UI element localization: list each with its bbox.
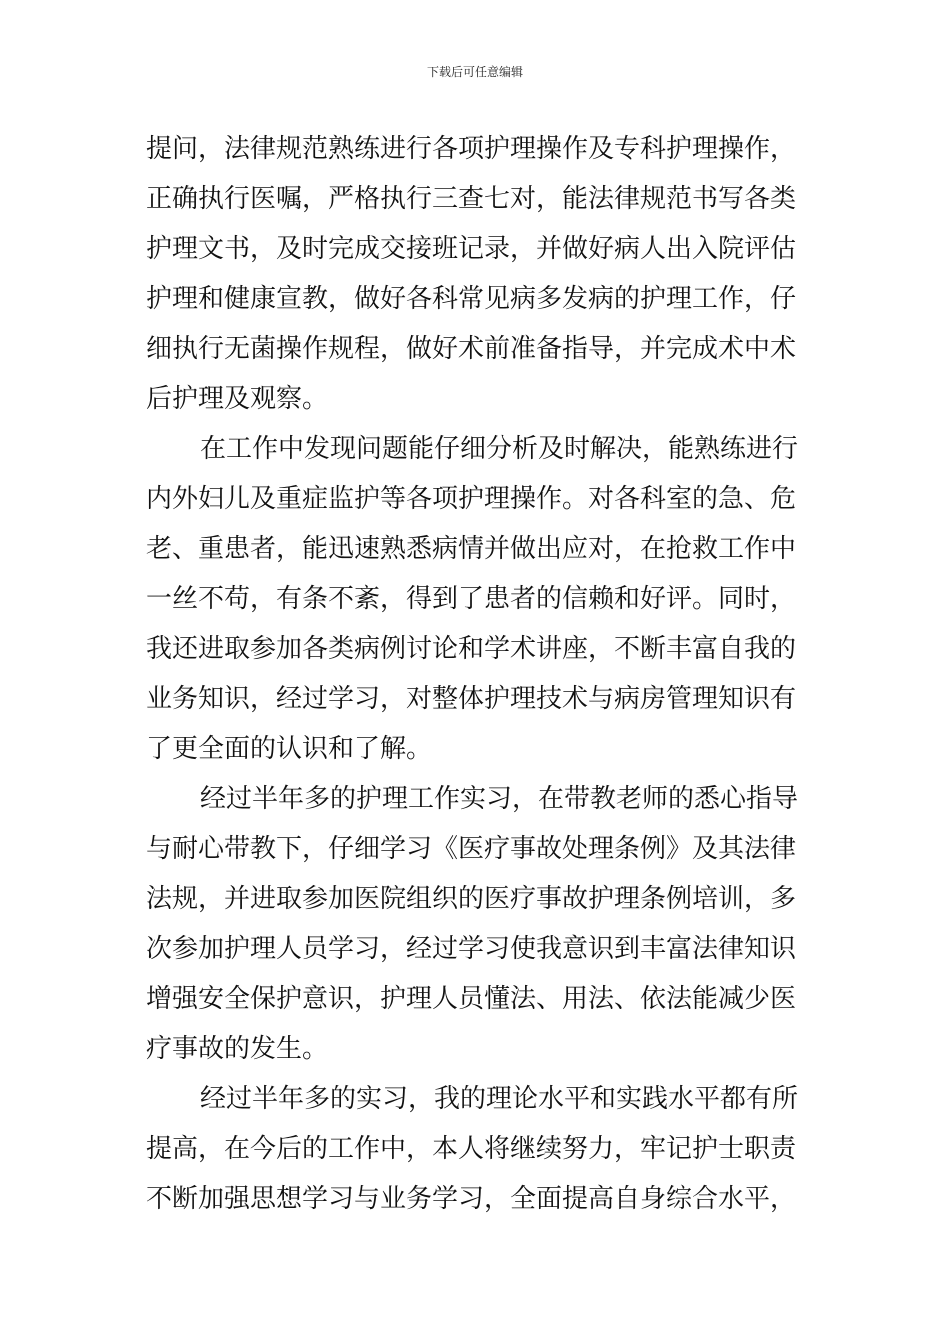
paragraph-3 <box>146 774 806 1074</box>
paragraph-2 <box>146 424 806 774</box>
text-line: 护理和健康宣教，做好各科常见病多发病的护理工作，仔 <box>146 284 797 314</box>
text-line-first: 经过半年多的实习，我的理论水平和实践水平都有所 <box>200 1084 799 1114</box>
text-line: 后护理及观察。 <box>146 384 329 414</box>
text-line: 业务知识，经过学习，对整体护理技术与病房管理知识有 <box>146 684 797 714</box>
text-line: 了更全面的认识和了解。 <box>146 734 433 764</box>
text-line: 正确执行医嘱，严格执行三查七对，能法律规范书写各类 <box>146 184 797 214</box>
text-line: 老、重患者，能迅速熟悉病情并做出应对，在抢救工作中 <box>146 534 797 564</box>
document-body <box>146 124 806 1224</box>
paragraph-4 <box>146 1074 806 1224</box>
text-line: 一丝不苟，有条不紊，得到了患者的信赖和好评。同时， <box>146 584 797 614</box>
text-line: 法规，并进取参加医院组织的医疗事故护理条例培训，多 <box>146 884 797 914</box>
page-header: 下载后可任意编辑 <box>426 65 523 79</box>
paragraph-1 <box>146 124 806 424</box>
text-line: 细执行无菌操作规程，做好术前准备指导，并完成术中术 <box>146 334 797 364</box>
text-line: 与耐心带教下，仔细学习《医疗事故处理条例》及其法律 <box>146 834 797 864</box>
text-line: 护理文书，及时完成交接班记录，并做好病人出入院评估 <box>146 234 797 264</box>
text-line-first: 经过半年多的护理工作实习，在带教老师的悉心指导 <box>200 784 799 814</box>
text-line: 增强安全保护意识，护理人员懂法、用法、依法能减少医 <box>146 984 797 1014</box>
text-line: 内外妇儿及重症监护等各项护理操作。对各科室的急、危 <box>146 484 797 514</box>
text-line-first: 在工作中发现问题能仔细分析及时解决，能熟练进行 <box>200 434 799 464</box>
text-line: 不断加强思想学习与业务学习，全面提高自身综合水平， <box>146 1184 797 1214</box>
text-line: 次参加护理人员学习，经过学习使我意识到丰富法律知识 <box>146 934 797 964</box>
text-line: 疗事故的发生。 <box>146 1034 329 1064</box>
text-line: 提问，法律规范熟练进行各项护理操作及专科护理操作， <box>146 134 797 164</box>
text-line: 我还进取参加各类病例讨论和学术讲座，不断丰富自我的 <box>146 634 797 664</box>
text-line: 提高，在今后的工作中，本人将继续努力，牢记护士职责 <box>146 1134 797 1164</box>
